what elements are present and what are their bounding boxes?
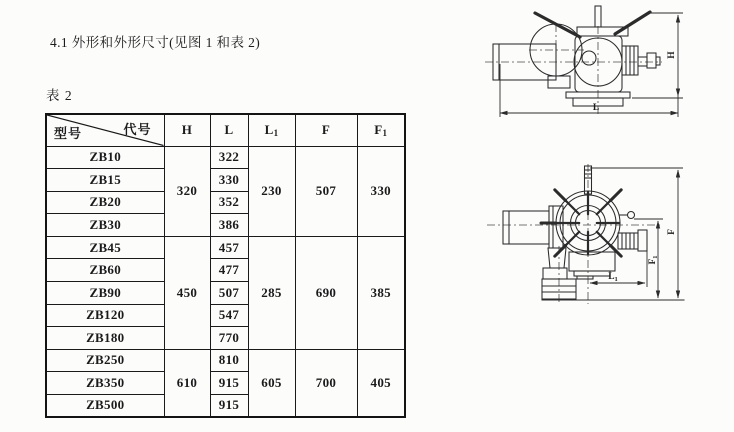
dim-label-f1: $F_1$: [648, 255, 659, 265]
l-value-cell: 352: [210, 191, 248, 214]
model-cell: ZB10: [46, 146, 164, 169]
f-value-cell: 690: [295, 236, 357, 349]
l1-value-cell: 285: [248, 236, 295, 349]
l-value-cell: 547: [210, 304, 248, 327]
h-value-cell: 610: [164, 349, 210, 417]
model-cell: ZB120: [46, 304, 164, 327]
l-value-cell: 810: [210, 349, 248, 372]
model-cell: ZB20: [46, 191, 164, 214]
dim-label-f: F: [667, 229, 677, 235]
l-value-cell: 507: [210, 281, 248, 304]
model-cell: ZB30: [46, 214, 164, 237]
dimensions-table: [45, 113, 406, 418]
f1-value-cell: 385: [357, 236, 405, 349]
output-shaft: [618, 230, 647, 251]
table-row-zb10: [46, 146, 405, 169]
l1-value-cell: 230: [248, 146, 295, 236]
l-value-cell: 322: [210, 146, 248, 169]
model-cell: ZB15: [46, 169, 164, 192]
table-caption: 表 2: [46, 88, 73, 103]
handwheel-edge: [535, 6, 650, 37]
dim-label-l1: $L_1$: [608, 272, 618, 283]
h-value-cell: 450: [164, 236, 210, 349]
model-cell: ZB60: [46, 259, 164, 282]
section-heading: 4.1 外形和外形尺寸(见图 1 和表 2): [50, 35, 261, 50]
model-cell: ZB500: [46, 394, 164, 417]
model-cell: ZB45: [46, 236, 164, 259]
h-value-cell: 320: [164, 146, 210, 236]
table-header-row: [46, 114, 405, 146]
side-view-drawing: [482, 158, 707, 325]
dim-label-l: L: [592, 103, 600, 113]
f-value-cell: 507: [295, 146, 357, 236]
dimension-l: [500, 64, 678, 117]
l-value-cell: 915: [210, 372, 248, 395]
dim-label-h: H: [667, 51, 677, 59]
col-header-l: [210, 114, 248, 146]
table-row-zb45: [46, 236, 405, 259]
l-value-cell: 457: [210, 236, 248, 259]
position-indicator-knob: [620, 212, 635, 219]
table-row-zb250: [46, 349, 405, 372]
l-value-cell: 915: [210, 394, 248, 417]
corner-cell: [46, 114, 164, 146]
f-value-cell: 700: [295, 349, 357, 417]
l-value-cell: 330: [210, 169, 248, 192]
model-cell: ZB250: [46, 349, 164, 372]
corner-col-label: 代号: [123, 122, 152, 137]
motor-housing: [503, 206, 563, 248]
motor-housing: [493, 44, 570, 88]
model-cell: ZB90: [46, 281, 164, 304]
col-header-text: F: [374, 122, 383, 138]
corner-row-label: 型号: [54, 125, 83, 141]
l-value-cell: 770: [210, 327, 248, 350]
col-header-text: L: [264, 122, 274, 138]
col-header-sub: 1: [273, 128, 279, 139]
col-header-f: [295, 114, 357, 146]
gear-body: [574, 27, 628, 92]
col-header-h: [164, 114, 210, 146]
col-header-l1: [248, 114, 295, 146]
col-header-text: F: [321, 122, 331, 138]
f1-value-cell: 405: [357, 349, 405, 417]
front-view-drawing: [482, 0, 707, 130]
col-header-text: H: [181, 122, 193, 138]
col-header-f1: [357, 114, 405, 146]
output-shaft: [622, 46, 660, 75]
col-header-sub: 1: [382, 128, 388, 139]
col-header-text: L: [224, 122, 234, 138]
model-cell: ZB350: [46, 372, 164, 395]
dimension-l1: [590, 251, 647, 287]
model-cell: ZB180: [46, 327, 164, 350]
l-value-cell: 386: [210, 214, 248, 237]
f1-value-cell: 330: [357, 146, 405, 236]
l-value-cell: 477: [210, 259, 248, 282]
l1-value-cell: 605: [248, 349, 295, 417]
